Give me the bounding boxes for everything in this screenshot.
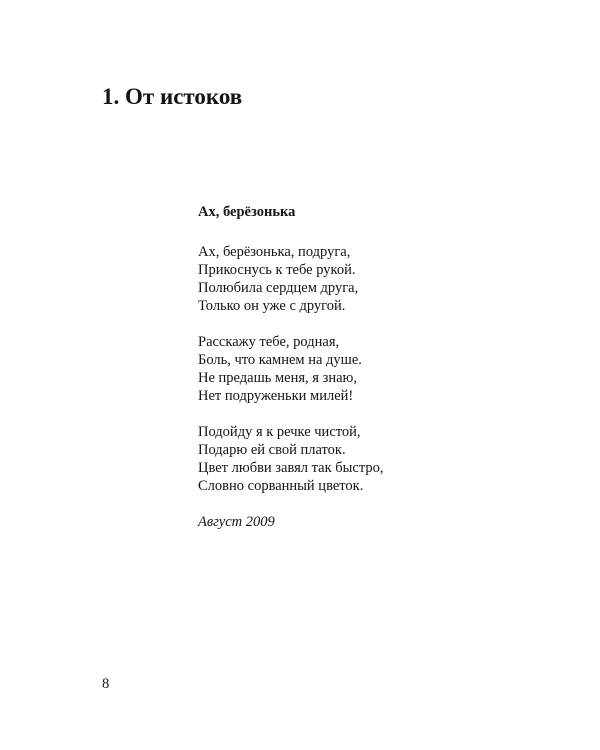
poem-body	[198, 243, 518, 495]
poem-title: Ах, берёзонька	[198, 204, 296, 220]
poem-line: Только он уже с другой.	[198, 298, 346, 314]
poem-line: Расскажу тебе, родная,	[198, 334, 340, 350]
poem-line: Прикоснусь к тебе рукой.	[198, 262, 356, 278]
poem-line: Ах, берёзонька, подруга,	[198, 244, 351, 260]
poem-line: Словно сорванный цветок.	[198, 478, 364, 494]
poem-line: Подарю ей свой платок.	[198, 442, 346, 458]
stanza-1	[198, 243, 518, 315]
chapter-title: 1. От истоков	[102, 84, 243, 109]
stanza-2	[198, 333, 518, 405]
stanza-3	[198, 423, 518, 495]
poem-line: Нет подруженьки милей!	[198, 388, 354, 404]
poem-line: Цвет любви завял так быстро,	[198, 460, 384, 476]
poem-line: Боль, что камнем на душе.	[198, 352, 362, 368]
poem-line: Не предашь меня, я знаю,	[198, 370, 357, 386]
poem	[198, 203, 518, 531]
poem-line: Полюбила сердцем друга,	[198, 280, 359, 296]
page-number: 8	[102, 676, 110, 692]
poem-line: Подойду я к речке чистой,	[198, 424, 361, 440]
poem-date: Август 2009	[198, 514, 275, 530]
